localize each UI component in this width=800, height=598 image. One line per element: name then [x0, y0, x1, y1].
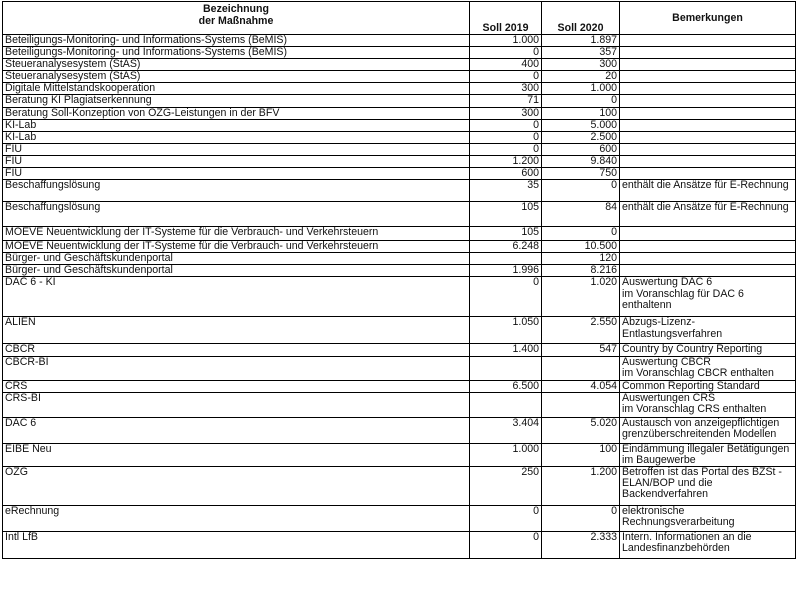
remarks-cell — [620, 95, 796, 107]
soll-2020-value: 300 — [542, 59, 620, 71]
measure-name: Beratung Soll-Konzeption von OZG-Leistungen in der BFV — [3, 107, 470, 119]
measure-name: Beschaffungslösung — [3, 202, 470, 227]
soll-2019-value: 6.248 — [470, 241, 542, 253]
measure-name: KI-Lab — [3, 131, 470, 143]
soll-2020-value: 0 — [542, 505, 620, 531]
remarks-line: ELAN/BOP und die — [622, 476, 713, 489]
measure-name: MOEVE Neuentwicklung der IT-Systeme für die Verbrauch- und Verkehrsteuern — [3, 227, 470, 241]
measure-name: FIU — [3, 143, 470, 155]
table-row — [3, 344, 796, 356]
measure-name: EIBE Neu — [3, 443, 470, 466]
soll-2020-value: 4.054 — [542, 380, 620, 392]
table-row — [3, 531, 796, 558]
remarks-line: Common Reporting Standard — [622, 380, 760, 392]
soll-2019-value: 1.050 — [470, 317, 542, 344]
table-row — [3, 443, 796, 466]
remarks-cell — [620, 531, 796, 558]
table-row — [3, 227, 796, 241]
measure-name: CBCR — [3, 344, 470, 356]
measure-name: Beteiligungs-Monitoring- und Informations-Systems (BeMIS) — [3, 35, 470, 47]
remarks-cell — [620, 417, 796, 443]
table-row — [3, 241, 796, 253]
budget-table — [2, 1, 796, 559]
soll-2020-value: 1.897 — [542, 35, 620, 47]
table-row — [3, 107, 796, 119]
remarks-cell — [620, 344, 796, 356]
remarks-cell — [620, 392, 796, 417]
remarks-line: Backendverfahren — [622, 487, 708, 500]
soll-2019-value: 0 — [470, 119, 542, 131]
soll-2020-value: 1.200 — [542, 466, 620, 505]
measure-name: Steueranalysesystem (StAS) — [3, 59, 470, 71]
soll-2020-value: 0 — [542, 180, 620, 202]
remarks-line: enthält die Ansätze für E-Rechnung — [622, 201, 789, 214]
measure-name: KI-Lab — [3, 119, 470, 131]
measure-name: MOEVE Neuentwicklung der IT-Systeme für die Verbrauch- und Verkehrsteuern — [3, 241, 470, 253]
soll-2020-value: 5.000 — [542, 119, 620, 131]
remarks-cell — [620, 505, 796, 531]
table-row — [3, 380, 796, 392]
soll-2019-value: 105 — [470, 202, 542, 227]
table-row — [3, 265, 796, 277]
remarks-line: Eindämmung illegaler Betätigungen — [622, 443, 790, 455]
remarks-line: Rechnungsverarbeitung — [622, 515, 735, 528]
remarks-cell — [620, 47, 796, 59]
soll-2020-value: 750 — [542, 168, 620, 180]
remarks-line: Austausch von anzeigepflichtigen — [622, 417, 780, 429]
soll-2019-value: 0 — [470, 47, 542, 59]
remarks-line: elektronische — [622, 505, 685, 517]
remarks-cell — [620, 131, 796, 143]
soll-2020-value: 2.550 — [542, 317, 620, 344]
table-row — [3, 180, 796, 202]
soll-2019-value — [470, 253, 542, 265]
table-row — [3, 356, 796, 380]
measure-name: Bürger- und Geschäftskundenportal — [3, 265, 470, 277]
remarks-cell — [620, 180, 796, 202]
soll-2020-value: 120 — [542, 253, 620, 265]
remarks-cell — [620, 317, 796, 344]
soll-2020-value: 5.020 — [542, 417, 620, 443]
remarks-line: im Voranschlag CRS enthalten — [622, 402, 767, 415]
table-row — [3, 417, 796, 443]
remarks-line: im Baugewerbe — [622, 453, 696, 466]
soll-2019-value: 0 — [470, 531, 542, 558]
table-row — [3, 95, 796, 107]
remarks-line: Entlastungsverfahren — [622, 327, 723, 340]
soll-2019-value: 1.000 — [470, 35, 542, 47]
table-row — [3, 505, 796, 531]
soll-2019-value: 300 — [470, 83, 542, 95]
measure-name: eRechnung — [3, 505, 470, 531]
soll-2019-value: 0 — [470, 277, 542, 317]
table-row — [3, 71, 796, 83]
soll-2019-value: 1.400 — [470, 344, 542, 356]
remarks-cell — [620, 202, 796, 227]
remarks-cell — [620, 83, 796, 95]
measure-name: FIU — [3, 168, 470, 180]
table-row — [3, 119, 796, 131]
soll-2019-value: 1.200 — [470, 155, 542, 167]
soll-2019-value: 105 — [470, 227, 542, 241]
table-row — [3, 131, 796, 143]
soll-2020-value: 84 — [542, 202, 620, 227]
header-remarks: Bemerkungen — [620, 2, 796, 35]
soll-2019-value: 71 — [470, 95, 542, 107]
measure-name: Steueranalysesystem (StAS) — [3, 71, 470, 83]
remarks-line: im Voranschlag CBCR enthalten — [622, 366, 774, 379]
soll-2020-value: 1.020 — [542, 277, 620, 317]
remarks-line: enthält die Ansätze für E-Rechnung — [622, 179, 789, 192]
measure-name: OZG — [3, 466, 470, 505]
remarks-cell — [620, 35, 796, 47]
soll-2020-value: 2.333 — [542, 531, 620, 558]
soll-2020-value: 20 — [542, 71, 620, 83]
remarks-cell — [620, 119, 796, 131]
soll-2019-value: 0 — [470, 505, 542, 531]
soll-2019-value: 6.500 — [470, 380, 542, 392]
soll-2020-value: 1.000 — [542, 83, 620, 95]
soll-2020-value: 600 — [542, 143, 620, 155]
remarks-cell — [620, 241, 796, 253]
header-name: Bezeichnung der Maßnahme — [3, 2, 470, 35]
table-row — [3, 253, 796, 265]
remarks-line: im Voranschlag für DAC 6 — [622, 287, 744, 300]
table-row — [3, 317, 796, 344]
measure-name: DAC 6 - KI — [3, 277, 470, 317]
remarks-cell — [620, 107, 796, 119]
remarks-cell — [620, 168, 796, 180]
remarks-line: grenzüberschreitenden Modellen — [622, 427, 777, 440]
remarks-line: Abzugs-Lizenz- — [622, 316, 696, 329]
soll-2020-value: 547 — [542, 344, 620, 356]
measure-name: DAC 6 — [3, 417, 470, 443]
soll-2019-value: 35 — [470, 180, 542, 202]
remarks-cell — [620, 143, 796, 155]
table-row — [3, 466, 796, 505]
remarks-cell — [620, 466, 796, 505]
table-row — [3, 35, 796, 47]
remarks-line: Intern. Informationen an die — [622, 531, 752, 543]
table-body — [3, 35, 796, 559]
table-row — [3, 392, 796, 417]
soll-2019-value — [470, 392, 542, 417]
header-soll-2020: Soll 2020 — [542, 2, 620, 35]
soll-2020-value: 0 — [542, 95, 620, 107]
soll-2020-value: 100 — [542, 443, 620, 466]
measure-name: Intl LfB — [3, 531, 470, 558]
table-row — [3, 155, 796, 167]
measure-name: ALIEN — [3, 317, 470, 344]
remarks-line: Betroffen ist das Portal des BZSt - — [622, 466, 782, 478]
header-soll-2019: Soll 2019 — [470, 2, 542, 35]
remarks-line: Country by Country Reporting — [622, 343, 763, 356]
remarks-line: Auswertungen CRS — [622, 392, 716, 404]
remarks-line: enthaltenn — [622, 298, 672, 311]
measure-name: Beteiligungs-Monitoring- und Informations-Systems (BeMIS) — [3, 47, 470, 59]
table-row — [3, 47, 796, 59]
table-row — [3, 168, 796, 180]
soll-2019-value: 600 — [470, 168, 542, 180]
remarks-cell — [620, 443, 796, 466]
measure-name: CRS — [3, 380, 470, 392]
soll-2019-value — [470, 356, 542, 380]
soll-2019-value: 250 — [470, 466, 542, 505]
remarks-cell — [620, 155, 796, 167]
soll-2019-value: 0 — [470, 143, 542, 155]
measure-name: Digitale Mittelstandskooperation — [3, 83, 470, 95]
table-row — [3, 277, 796, 317]
measure-name: Beratung KI Plagiatserkennung — [3, 95, 470, 107]
soll-2020-value: 8.216 — [542, 265, 620, 277]
soll-2020-value: 9.840 — [542, 155, 620, 167]
soll-2019-value: 1.000 — [470, 443, 542, 466]
soll-2019-value: 0 — [470, 71, 542, 83]
remarks-cell — [620, 253, 796, 265]
soll-2020-value — [542, 392, 620, 417]
table-row — [3, 202, 796, 227]
soll-2020-value: 2.500 — [542, 131, 620, 143]
measure-name: CBCR-BI — [3, 356, 470, 380]
soll-2020-value: 100 — [542, 107, 620, 119]
remarks-cell — [620, 380, 796, 392]
remarks-cell — [620, 71, 796, 83]
header-row — [3, 2, 796, 35]
remarks-cell — [620, 265, 796, 277]
soll-2020-value: 357 — [542, 47, 620, 59]
table-row — [3, 143, 796, 155]
soll-2020-value — [542, 356, 620, 380]
soll-2019-value: 3.404 — [470, 417, 542, 443]
soll-2019-value: 0 — [470, 131, 542, 143]
soll-2020-value: 0 — [542, 227, 620, 241]
remarks-cell — [620, 356, 796, 380]
remarks-cell — [620, 227, 796, 241]
remarks-cell — [620, 59, 796, 71]
soll-2020-value: 10.500 — [542, 241, 620, 253]
measure-name: FIU — [3, 155, 470, 167]
soll-2019-value: 400 — [470, 59, 542, 71]
table-row — [3, 59, 796, 71]
budget-table-sheet — [2, 1, 797, 597]
table-row — [3, 83, 796, 95]
measure-name: Bürger- und Geschäftskundenportal — [3, 253, 470, 265]
remarks-cell — [620, 277, 796, 317]
measure-name: CRS-BI — [3, 392, 470, 417]
measure-name: Beschaffungslösung — [3, 180, 470, 202]
soll-2019-value: 1.996 — [470, 265, 542, 277]
remarks-line: Landesfinanzbehörden — [622, 541, 730, 554]
soll-2019-value: 300 — [470, 107, 542, 119]
remarks-line: Auswertung CBCR — [622, 356, 711, 368]
remarks-line: Auswertung DAC 6 — [622, 276, 713, 289]
